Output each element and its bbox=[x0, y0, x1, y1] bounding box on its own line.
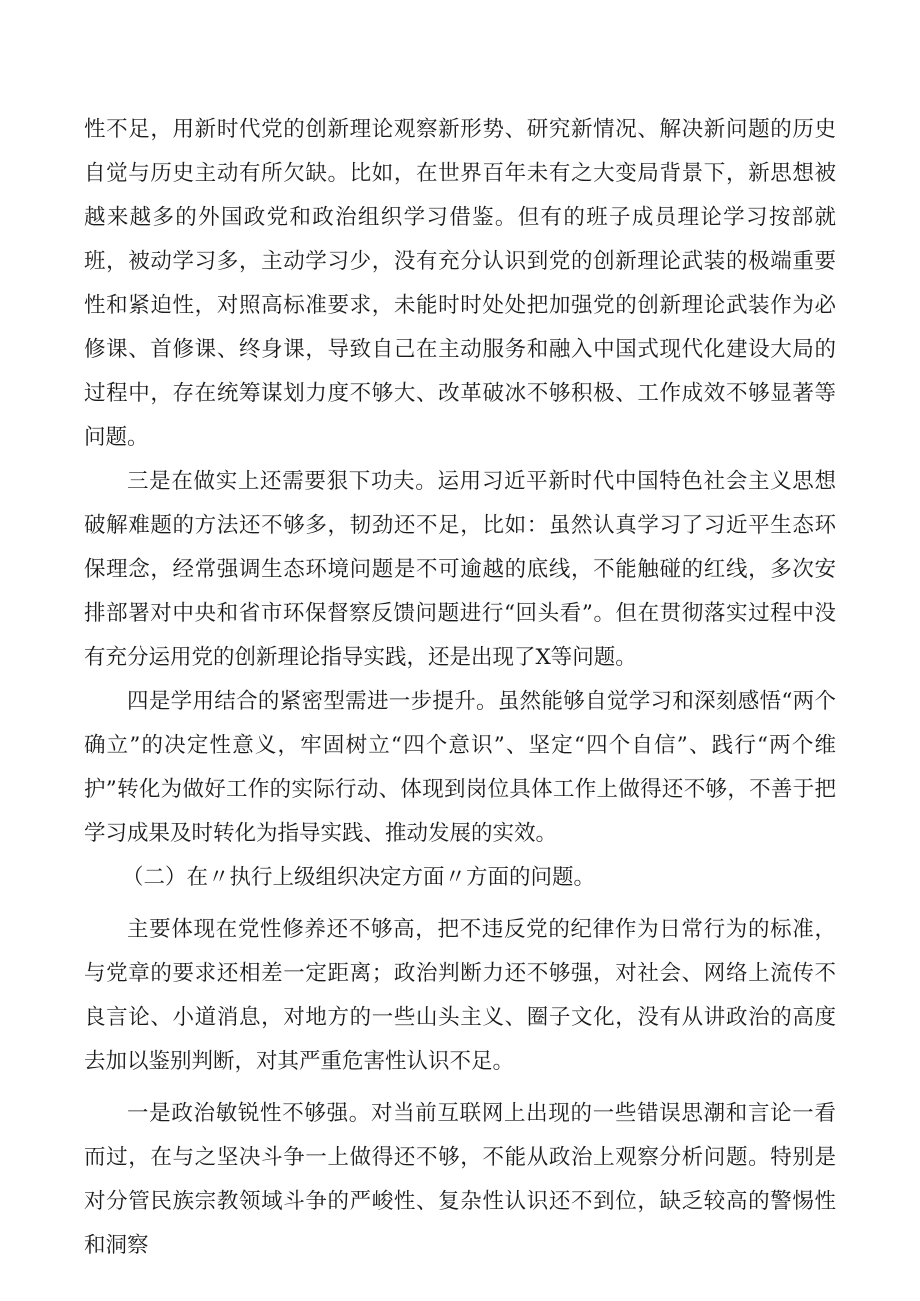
paragraph-5: 一是政治敏锐性不够强。对当前互联网上出现的一些错误思潮和言论一看而过，在与之坚决斗争一上做得还不够，不能从政治上观察分析问题。特别是对分管民族宗教领域斗争的严峻性、复杂性认识还不到位，缺乏较高的警惕性和洞察 bbox=[84, 1101, 836, 1258]
paragraph-4: 主要体现在党性修养还不够高，把不违反党的纪律作为日常行为的标准，与党章的要求还相差一定距离；政治判断力还不够强，对社会、网络上流传不良言论、小道消息，对地方的一些山头主义、圈子文化，没有从讲政治的高度去加以鉴别判断，对其严重危害性认识不足。 bbox=[84, 917, 836, 1074]
paragraph-3: 四是学用结合的紧密型需进一步提升。虽然能够自觉学习和深刻感悟“两个确立”的决定性意义，牢固树立“四个意识”、坚定“四个自信”、践行“两个维护”转化为做好工作的实际行动、体现到岗位具体工作上做得还不够，不善于把学习成果及时转化为指导实践、推动发展的实效。 bbox=[84, 689, 836, 846]
paragraph-1: 性不足，用新时代党的创新理论观察新形势、研究新情况、解决新问题的历史自觉与历史主动有所欠缺。比如，在世界百年未有之大变局背景下，新思想被越来越多的外国政党和政治组织学习借鉴。但有的班子成员理论学习按部就班，被动学习多，主动学习少，没有充分认识到党的创新理论武装的极端重要性和紧迫性，对照高标准要求，未能时时处处把加强党的创新理论武装作为必修课、首修课、终身课，导致自己在主动服务和融入中国式现代化建设大局的过程中，存在统筹谋划力度不够大、改革破冰不够积极、工作成效不够显著等问题。 bbox=[84, 117, 836, 450]
paragraph-2: 三是在做实上还需要狠下功夫。运用习近平新时代中国特色社会主义思想破解难题的方法还不够多，韧劲还不足，比如：虽然认真学习了习近平生态环保理念，经常强调生态环境问题是不可逾越的底线，不能触碰的红线，多次安排部署对中央和省市环保督察反馈问题进行“回头看”。但在贯彻落实过程中没有充分运用党的创新理论指导实践，还是出现了X等问题。 bbox=[84, 469, 836, 670]
section-heading: （二）在〃执行上级组织决定方面〃方面的问题。 bbox=[122, 865, 596, 890]
